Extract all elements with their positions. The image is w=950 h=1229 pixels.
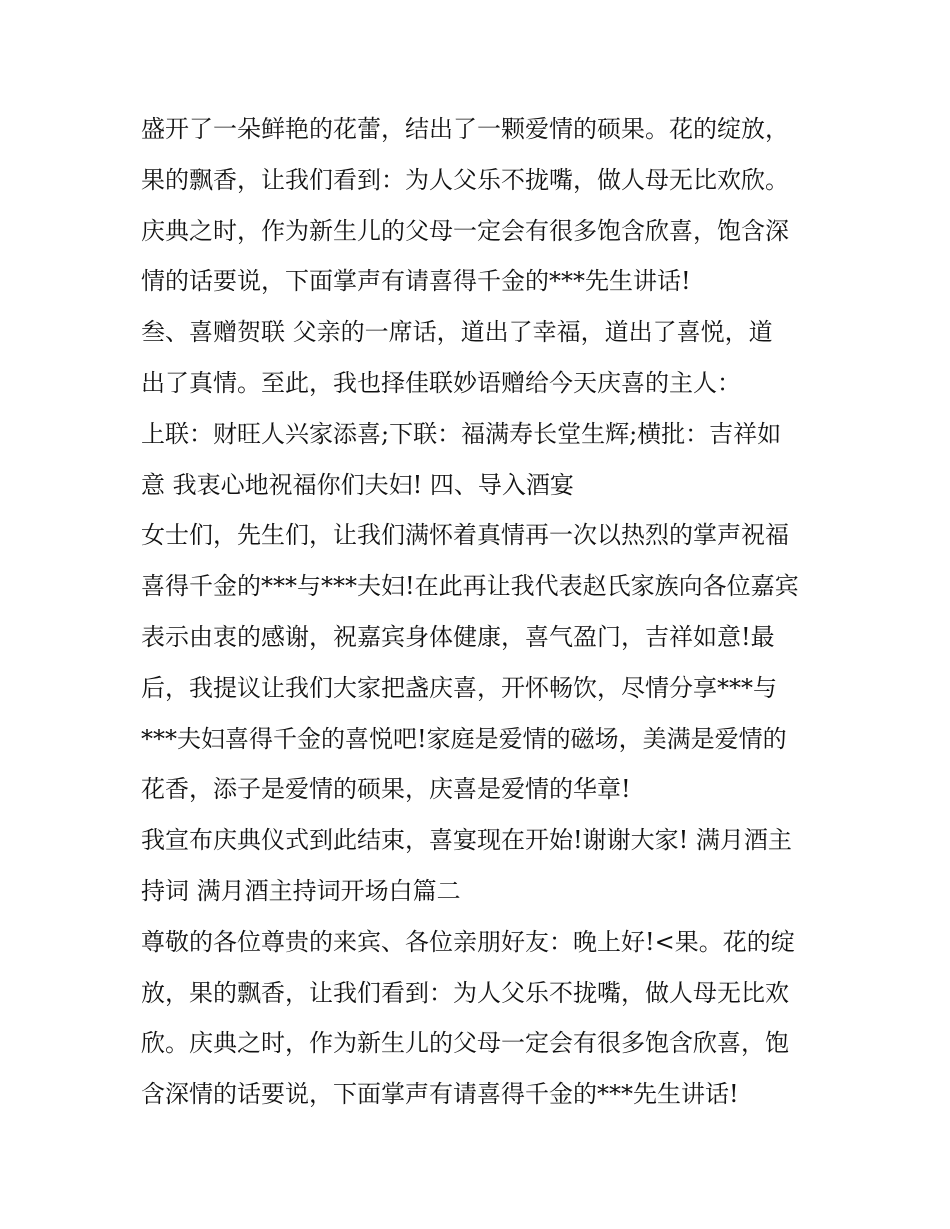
text-line: 喜得千金的***与***夫妇!在此再让我代表赵氏家族向各位嘉宾 xyxy=(141,572,799,601)
text-line: 果的飘香，让我们看到：为人父乐不拢嘴，做人母无比欢欣。 xyxy=(141,165,789,194)
text-line: 花香，添子是爱情的硕果，庆喜是爱情的华章! xyxy=(141,775,631,804)
text-line: 含深情的话要说，下面掌声有请喜得千金的***先生讲话! xyxy=(141,1080,739,1109)
text-line: 女士们，先生们，让我们满怀着真情再一次以热烈的掌声祝福 xyxy=(141,521,789,550)
text-line: 表示由衷的感谢，祝嘉宾身体健康，喜气盈门，吉祥如意!最 xyxy=(141,622,775,651)
text-line: 情的话要说，下面掌声有请喜得千金的***先生讲话! xyxy=(141,267,691,296)
text-line: 上联：财旺人兴家添喜;下联：福满寿长堂生辉;横批：吉祥如 xyxy=(141,419,782,448)
text-line: 意 我衷心地祝福你们夫妇! 四、导入酒宴 xyxy=(141,470,574,499)
text-line: ***夫妇喜得千金的喜悦吧!家庭是爱情的磁场，美满是爱情的 xyxy=(141,724,787,753)
text-line: 出了真情。至此，我也择佳联妙语赠给今天庆喜的主人： xyxy=(141,368,741,397)
text-line: 盛开了一朵鲜艳的花蕾，结出了一颗爱情的硕果。花的绽放， xyxy=(141,115,789,143)
body-text xyxy=(141,104,821,1120)
text-line: 庆典之时，作为新生儿的父母一定会有很多饱含欣喜，饱含深 xyxy=(141,216,789,245)
text-line: 我宣布庆典仪式到此结束，喜宴现在开始!谢谢大家! 满月酒主 xyxy=(141,826,792,855)
text-line: 叁、喜赠贺联 父亲的一席话，道出了幸福，道出了喜悦，道 xyxy=(141,318,773,347)
text-line: 欣。庆典之时，作为新生儿的父母一定会有很多饱含欣喜，饱 xyxy=(141,1029,789,1058)
text-line: 放，果的飘香，让我们看到：为人父乐不拢嘴，做人母无比欢 xyxy=(141,978,789,1007)
text-line: 后，我提议让我们大家把盏庆喜，开怀畅饮，尽情分享***与 xyxy=(141,673,777,702)
text-line: 持词 满月酒主持词开场白篇二 xyxy=(141,876,461,905)
text-line: 尊敬的各位尊贵的来宾、各位亲朋好友：晚上好!<果。花的绽 xyxy=(141,927,795,956)
